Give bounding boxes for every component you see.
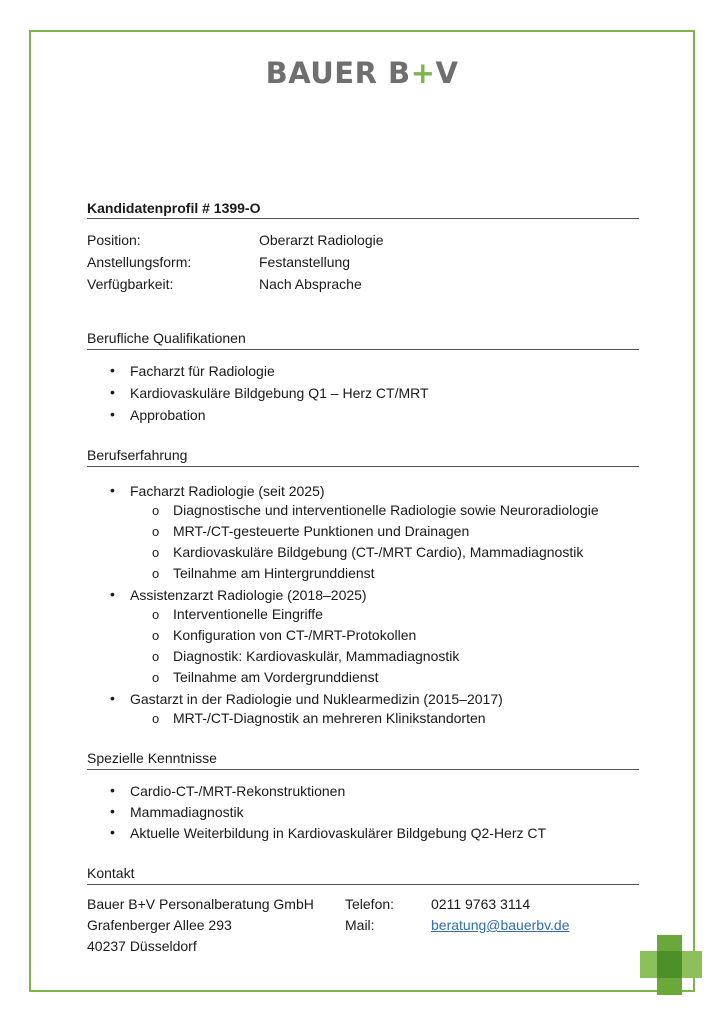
list-item: Kardiovaskuläre Bildgebung (CT-/MRT Cardio), Mammadiagnostik: [173, 544, 584, 560]
list-item: Diagnostik: Kardiovaskulär, Mammadiagnostik: [173, 648, 460, 664]
contact-heading: Kontakt: [87, 865, 135, 881]
contact-company: Bauer B+V Personalberatung GmbH: [87, 896, 314, 912]
list-item: Assistenzarzt Radiologie (2018–2025): [130, 587, 367, 603]
phone-label: Telefon:: [345, 896, 395, 912]
green-cross-icon: [640, 935, 702, 995]
divider: [87, 769, 639, 770]
list-item: Diagnostische und interventionelle Radiologie sowie Neuroradiologie: [173, 502, 599, 518]
field-value-position: Oberarzt Radiologie: [259, 232, 384, 248]
phone-number[interactable]: 0211 9763 3114: [431, 896, 531, 912]
list-item: Interventionelle Eingriffe: [173, 606, 323, 622]
bullet-icon: •: [110, 824, 115, 840]
bullet-icon: •: [110, 803, 115, 819]
list-item: Teilnahme am Hintergrunddienst: [173, 565, 375, 581]
mail-link[interactable]: beratung@bauerbv.de: [431, 917, 570, 933]
field-label-availability: Verfügbarkeit:: [87, 276, 174, 292]
contact-city: 40237 Düsseldorf: [87, 938, 197, 954]
bullet-icon: •: [110, 482, 115, 498]
bullet-icon: •: [110, 782, 115, 798]
circle-bullet-icon: o: [152, 566, 160, 581]
circle-bullet-icon: o: [152, 524, 160, 539]
field-label-employment: Anstellungsform:: [87, 254, 192, 270]
circle-bullet-icon: o: [152, 670, 160, 685]
circle-bullet-icon: o: [152, 649, 160, 664]
bullet-icon: •: [110, 362, 115, 378]
circle-bullet-icon: o: [152, 503, 160, 518]
list-item: Kardiovaskuläre Bildgebung Q1 – Herz CT/MRT: [130, 385, 429, 401]
bullet-icon: •: [110, 384, 115, 400]
list-item: Cardio-CT-/MRT-Rekonstruktionen: [130, 783, 346, 799]
bullet-icon: •: [110, 690, 115, 706]
experience-heading: Berufserfahrung: [87, 447, 188, 463]
bullet-icon: •: [110, 406, 115, 422]
circle-bullet-icon: o: [152, 607, 160, 622]
divider: [87, 466, 639, 467]
bullet-icon: •: [110, 586, 115, 602]
field-label-position: Position:: [87, 232, 141, 248]
list-item: Konfiguration von CT-/MRT-Protokollen: [173, 627, 417, 643]
brand-logo: BAUER B+V: [265, 56, 459, 90]
mail-label: Mail:: [345, 917, 375, 933]
field-value-employment: Festanstellung: [259, 254, 351, 270]
divider: [87, 349, 639, 350]
divider: [87, 884, 639, 885]
circle-bullet-icon: o: [152, 545, 160, 560]
list-item: Mammadiagnostik: [130, 804, 244, 820]
circle-bullet-icon: o: [152, 711, 160, 726]
skills-heading: Spezielle Kenntnisse: [87, 750, 217, 766]
list-item: Teilnahme am Vordergrunddienst: [173, 669, 379, 685]
divider: [87, 218, 639, 219]
list-item: Facharzt Radiologie (seit 2025): [130, 483, 325, 499]
list-item: MRT-/CT-gesteuerte Punktionen und Drainagen: [173, 523, 470, 539]
profile-title: Kandidatenprofil # 1399-O: [87, 200, 261, 216]
circle-bullet-icon: o: [152, 628, 160, 643]
list-item: Gastarzt in der Radiologie und Nuklearmedizin (2015–2017): [130, 691, 503, 707]
field-value-availability: Nach Absprache: [259, 276, 362, 292]
list-item: MRT-/CT-Diagnostik an mehreren Klinikstandorten: [173, 710, 486, 726]
list-item: Facharzt für Radiologie: [130, 363, 275, 379]
contact-street: Grafenberger Allee 293: [87, 917, 232, 933]
qualifications-heading: Berufliche Qualifikationen: [87, 330, 246, 346]
list-item: Aktuelle Weiterbildung in Kardiovaskulärer Bildgebung Q2-Herz CT: [130, 825, 547, 841]
list-item: Approbation: [130, 407, 206, 423]
